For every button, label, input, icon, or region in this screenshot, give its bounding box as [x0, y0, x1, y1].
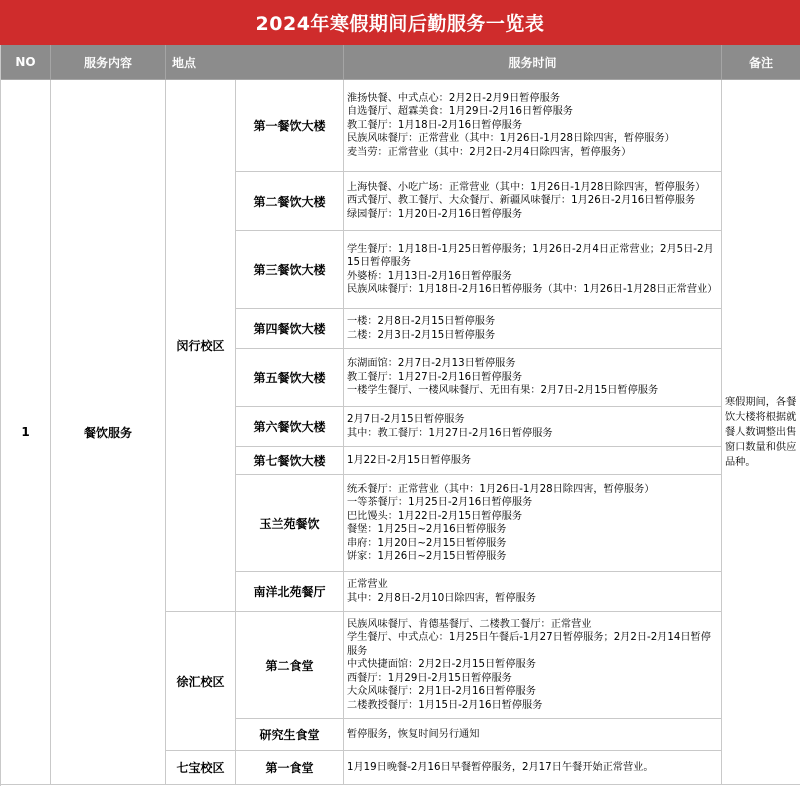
venue-name: 第六餐饮大楼	[236, 407, 344, 447]
venue-hours	[344, 751, 722, 785]
row-number: 1	[1, 80, 51, 785]
hours-line: 大众风味餐厅：2月1日-2月16日暂停服务	[347, 686, 536, 698]
hours-line: 教工餐厅：1月27日-2月16日暂停服务	[347, 371, 523, 383]
venue-name: 第一食堂	[236, 751, 344, 785]
hours-line: 一等茶餐厅：1月25日-2月16日暂停服务	[347, 497, 533, 508]
hours-line: 一楼：2月8日-2月15日暂停服务	[347, 316, 496, 327]
hours-line: 统禾餐厅：正常营业（其中：1月26日-1月28日除四害，暂停服务）	[347, 483, 655, 495]
venue-name: 第四餐饮大楼	[236, 309, 344, 349]
service-table	[0, 45, 800, 786]
hours-line: 民族风味餐厅：1月18日-2月16日暂停服务（其中：1月26日-1月28日正常营业）	[347, 284, 718, 295]
venue-hours	[344, 231, 722, 309]
hours-line: 麦当劳：正常营业（其中：2月2日-2月4日除四害，暂停服务）	[347, 146, 632, 158]
venue-hours	[344, 80, 722, 172]
venue-name: 第五餐饮大楼	[236, 349, 344, 407]
hours-line: 教工餐厅：1月18日-2月16日暂停服务	[347, 119, 523, 131]
campus-xuhui: 徐汇校区	[166, 612, 236, 751]
venue-name: 研究生食堂	[236, 719, 344, 751]
hours-line: 东湖面馆：2月7日-2月13日暂停服务	[347, 358, 516, 370]
hours-line: 其中：2月8日-2月10日除四害，暂停服务	[347, 592, 536, 604]
hours-line: 1月19日晚餐-2月16日早餐暂停服务，2月17日午餐开始正常营业。	[347, 761, 654, 773]
remark-cell	[722, 80, 800, 785]
service-content: 餐饮服务	[51, 80, 166, 785]
header-remark: 备注	[722, 45, 800, 80]
hours-line: 西餐厅：1月29日-2月15日暂停服务	[347, 672, 512, 684]
remark-text: 寒假期间，各餐饮大楼将根据就餐人数调整出售窗口数量和供应品种。	[725, 396, 797, 468]
hours-line: 正常营业	[347, 579, 388, 590]
venue-name: 第二餐饮大楼	[236, 172, 344, 231]
venue-hours	[344, 349, 722, 407]
hours-line: 串府：1月20日~2月15日暂停服务	[347, 537, 507, 549]
hours-line: 2月7日-2月15日暂停服务	[347, 414, 465, 425]
hours-line: 暂停服务，恢复时间另行通知	[347, 728, 480, 740]
venue-hours	[344, 719, 722, 751]
campus-qibao: 七宝校区	[166, 751, 236, 785]
hours-line: 民族风味餐厅：正常营业（其中：1月26日-1月28日除四害，暂停服务）	[347, 133, 675, 145]
venue-name: 第三餐饮大楼	[236, 231, 344, 309]
header-no: NO	[1, 45, 51, 80]
venue-name: 第七餐饮大楼	[236, 447, 344, 475]
hours-line: 民族风味餐厅、肯德基餐厅、二楼教工餐厅：正常营业	[347, 618, 592, 630]
venue-hours	[344, 309, 722, 349]
venue-name: 玉兰苑餐饮	[236, 475, 344, 572]
header-content: 服务内容	[51, 45, 166, 80]
hours-line: 绿园餐厅：1月20日-2月16日暂停服务	[347, 208, 523, 220]
venue-name: 第一餐饮大楼	[236, 80, 344, 172]
hours-line: 二楼教授餐厅：1月15日-2月16日暂停服务	[347, 699, 543, 711]
hours-line: 饼家：1月26日~2月15日暂停服务	[347, 551, 507, 562]
hours-line: 二楼：2月3日-2月15日暂停服务	[347, 329, 496, 341]
hours-line: 西式餐厅、教工餐厅、大众餐厅、新疆风味餐厅：1月26日-2月16日暂停服务	[347, 195, 696, 207]
venue-name: 南洋北苑餐厅	[236, 572, 344, 612]
venue-name: 第二食堂	[236, 612, 344, 719]
hours-line: 餐堡：1月25日~2月16日暂停服务	[347, 524, 507, 535]
hours-line: 其中：教工餐厅：1月27日-2月16日暂停服务	[347, 427, 553, 439]
hours-line: 中式快捷面馆：2月2日-2月15日暂停服务	[347, 659, 536, 671]
campus-minhang: 闵行校区	[166, 80, 236, 612]
venue-hours	[344, 172, 722, 231]
hours-line: 淮扬快餐、中式点心：2月2日-2月9日暂停服务	[347, 92, 560, 104]
hours-line: 上海快餐、小吃广场：正常营业（其中：1月26日-1月28日除四害，暂停服务）	[347, 181, 706, 193]
hours-line: 学生餐厅、中式点心：1月25日午餐后-1月27日暂停服务；2月2日-2月14日暂停服务	[347, 632, 711, 657]
page-title: 2024年寒假期间后勤服务一览表	[0, 0, 800, 45]
hours-line: 巴比馒头：1月22日-2月15日暂停服务	[347, 510, 523, 522]
header-location: 地点	[166, 45, 344, 80]
hours-line: 外婆桥：1月13日-2月16日暂停服务	[347, 270, 512, 282]
venue-hours	[344, 572, 722, 612]
venue-hours	[344, 612, 722, 719]
venue-hours	[344, 407, 722, 447]
hours-line: 学生餐厅：1月18日-1月25日暂停服务；1月26日-2月4日正常营业；2月5日-2月15日暂停服务	[347, 243, 714, 268]
venue-hours	[344, 475, 722, 572]
venue-hours	[344, 447, 722, 475]
hours-line: 一楼学生餐厅、一楼风味餐厅、无田有果：2月7日-2月15日暂停服务	[347, 385, 659, 397]
hours-line: 1月22日-2月15日暂停服务	[347, 454, 472, 466]
header-time: 服务时间	[344, 45, 722, 80]
hours-line: 自选餐厅、超霖美食：1月29日-2月16日暂停服务	[347, 106, 573, 118]
